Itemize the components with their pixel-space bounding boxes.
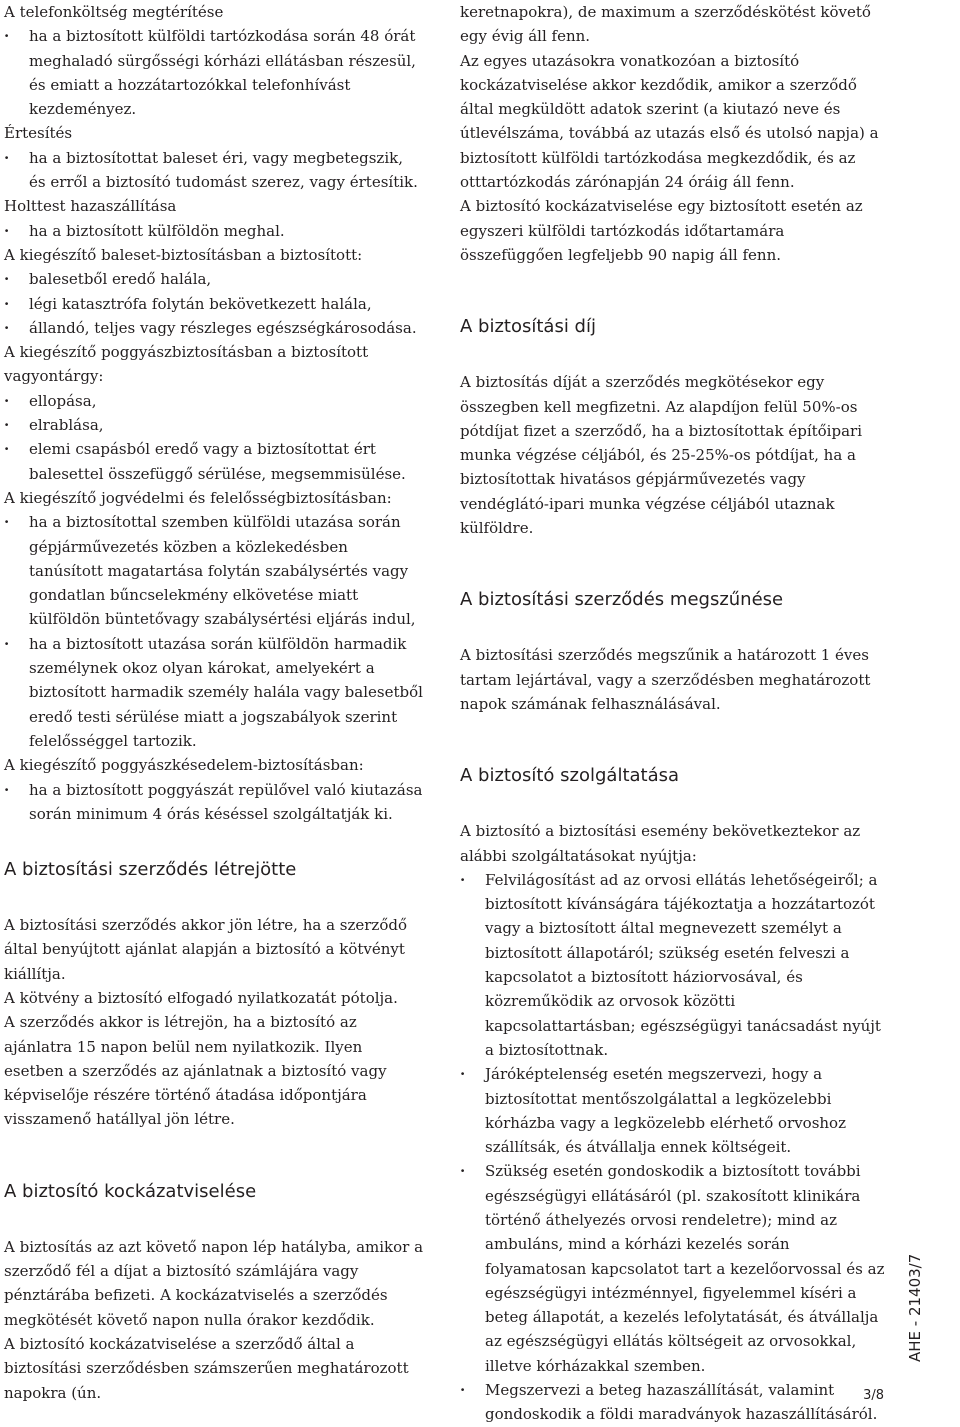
bullet-icon: ·	[4, 270, 10, 289]
dij-body	[460, 370, 885, 540]
szolgaltatasa-list	[460, 868, 885, 1427]
telefon-list	[4, 24, 424, 121]
list-item	[4, 632, 424, 753]
bullet-icon: ·	[4, 416, 10, 435]
list-item	[4, 778, 424, 827]
paragraph: A biztosítás díját a szerződés megkötésekor egy összegben kell megfizetni. Az alapdíjon felül 50%-os pótdíjat fizet a szerződő, ha a biztosítottak építőipari munka végzése céljából, és 25-25%-os pótdíjat, ha a biztosítottak hivatásos gépjárművezetés vagy vendéglátó-ipari munka végzése céljából utaznak külföldre.	[460, 373, 862, 538]
list-item	[4, 437, 424, 486]
bullet-icon: ·	[4, 294, 10, 313]
ertesites-title: Értesítés	[4, 124, 73, 143]
list-item-text: ha a biztosítottal szemben külföldi utazása során gépjárművezetés közben a közlekedésben tanúsított magatartása folytán szabálysértés vagy gondatlan bűncselekmény elkövetése miatt külföldön büntetővagy szabálysértési eljárás indul,	[29, 513, 416, 629]
bullet-icon: ·	[460, 1065, 466, 1084]
section-heading-dij: A biztosítási díj	[460, 316, 596, 338]
list-item-text: Megszervezi a beteg hazaszállítását, valamint gondoskodik a földi maradványok hazaszállításáról.	[485, 1381, 878, 1424]
list-item	[4, 389, 424, 413]
list-item-text: ha a biztosított külföldön meghal.	[29, 221, 285, 240]
bullet-icon: ·	[4, 148, 10, 167]
list-item-text: ha a biztosított poggyászát repülővel való kiutazása során minimum 4 órás késéssel szolgáltatják ki.	[29, 780, 423, 823]
list-item	[460, 1062, 885, 1159]
paragraph: Az egyes utazásokra vonatkozóan a biztosító kockázatviselése akkor kezdődik, amikor a szerződő által megküldött adatok szerint (a kiutazó neve és útlevélszáma, továbbá az utazás első és utolsó napja) a biztosított külföldi tartózkodása megkezdődik, és az otttartózkodás zárónapján 24 óráig áll fenn.	[460, 51, 879, 192]
paragraph: A biztosító kockázatviselése a szerződő által a biztosítási szerződésben számszerűen meghatározott napokra (ún.	[4, 1334, 409, 1402]
letrejotte-body	[4, 913, 424, 1132]
bullet-icon: ·	[4, 27, 10, 46]
section-heading-megszunese: A biztosítási szerződés megszűnése	[460, 589, 784, 611]
bullet-icon: ·	[4, 513, 10, 532]
list-item	[4, 413, 424, 437]
holttest-title: Holttest hazaszállítása	[4, 197, 177, 216]
bullet-icon: ·	[460, 870, 466, 889]
list-item-text: légi katasztrófa folytán bekövetkezett halála,	[29, 294, 372, 313]
keses-list	[4, 778, 424, 827]
list-item	[4, 267, 424, 291]
list-item-text: Szükség esetén gondoskodik a biztosított további egészségügyi ellátásáról (pl. szakosított klinikára történő áthelyezés orvosi rendeletre); mind az ambuláns, mind a kórházi kezelés során folyamatosan kapcsolatot tart a kezelőorvossal és az egészségügyi intézménnyel, figyelemmel kíséri a beteg állapotát, a kezelés lefolytatását, és átvállalja az egészségügyi ellátás költségeit az orvosokkal, illetve kórházakkal szemben.	[485, 1162, 885, 1375]
list-item	[4, 316, 424, 340]
list-item-text: ha a biztosított külföldi tartózkodása során 48 órát meghaladó sürgősségi kórházi ellátásban részesül, és emiatt a hozzátartozókkal telefonhívást kezdeményez.	[29, 27, 416, 119]
list-item-text: Felvilágosítást ad az orvosi ellátás lehetőségeiről; a biztosított kívánságára tájékoztatja a hozzátartozót vagy a biztosított által megnevezett személyt a biztosított állapotáról; szükség esetén felveszi a kapcsolatot a biztosított háziorvosával, és közreműködik az orvosok közötti kapcsolattartásban; egészségügyi tanácsadást nyújt a biztosítottnak.	[485, 870, 881, 1059]
list-item-text: Járóképtelenség esetén megszervezi, hogy a biztosítottat mentőszolgálattal a legközelebbi kórházba vagy a legközelebb elérhető orvoshoz szállítsák, és átvállalja ennek költségeit.	[485, 1065, 846, 1157]
list-item	[460, 1159, 885, 1378]
page-number: 3/8	[863, 1388, 884, 1403]
bullet-icon: ·	[460, 1162, 466, 1181]
keses-title: A kiegészítő poggyászkésedelem-biztosításban:	[4, 756, 364, 775]
section-heading-kockazatviselese: A biztosító kockázatviselése	[4, 1180, 257, 1202]
section-heading-szolgaltatasa: A biztosító szolgáltatása	[460, 765, 680, 787]
bullet-icon: ·	[4, 318, 10, 337]
paragraph: A biztosítási szerződés akkor jön létre, ha a szerződő által benyújtott ajánlat alapján a biztosító a kötvényt kiállítja.	[4, 916, 408, 983]
telefon-title: A telefonköltség megtérítése	[4, 3, 224, 21]
jogvedelmi-list	[4, 510, 424, 753]
kockazatviselese-continued	[460, 0, 885, 267]
jogvedelmi-title: A kiegészítő jogvédelmi és felelősségbiztosításban:	[4, 488, 392, 507]
section-heading-letrejotte: A biztosítási szerződés létrejötte	[4, 859, 297, 881]
bullet-icon: ·	[4, 440, 10, 459]
list-item	[4, 219, 424, 243]
list-item	[460, 1378, 885, 1427]
list-item-text: balesetből eredő halála,	[29, 270, 212, 289]
holttest-list	[4, 219, 424, 243]
list-item-text: elrablása,	[29, 416, 104, 435]
bullet-icon: ·	[4, 780, 10, 799]
baleset-title: A kiegészítő baleset-biztosításban a biztosított:	[4, 245, 363, 264]
paragraph: keretnapokra), de maximum a szerződéskötést követő egy évig áll fenn.	[460, 3, 871, 46]
paragraph: A kötvény a biztosító elfogadó nyilatkozatát pótolja.	[4, 988, 398, 1007]
list-item-text: ha a biztosítottat baleset éri, vagy megbetegszik, és erről a biztosító tudomást szerez, vagy értesítik.	[29, 148, 418, 192]
list-item-text: ellopása,	[29, 391, 97, 410]
paragraph: A szerződés akkor is létrejön, ha a biztosító az ajánlatra 15 napon belül nem nyilatkozik. Ilyen esetben a szerződés az ajánlatnak a biztosító vagy képviselője részére történő átadása időpontjára visszamenő hatállyal jön létre.	[4, 1013, 387, 1129]
baleset-list	[4, 267, 424, 340]
ertesites-list	[4, 146, 424, 195]
kockazatviselese-body	[4, 1235, 424, 1405]
list-item-text: állandó, teljes vagy részleges egészségkárosodása.	[29, 318, 417, 337]
list-item	[4, 292, 424, 316]
poggyasz-list	[4, 389, 424, 486]
list-item	[4, 146, 424, 195]
list-item-text: elemi csapásból eredő vagy a biztosítottat ért balesettel összefüggő sérülése, megsemmisülése.	[29, 440, 406, 483]
list-item	[460, 868, 885, 1062]
list-item	[4, 24, 424, 121]
paragraph: A biztosítási szerződés megszűnik a határozott 1 éves tartam lejártával, vagy a szerződésben meghatározott napok számának felhasználásával.	[460, 646, 871, 713]
szolgaltatasa-lead: A biztosító a biztosítási esemény bekövetkeztekor az alábbi szolgáltatásokat nyújtja:	[460, 822, 861, 865]
left-column	[4, 0, 424, 1405]
list-item	[4, 510, 424, 631]
poggyasz-title: A kiegészítő poggyászbiztosításban a biztosított vagyontárgy:	[4, 343, 369, 386]
bullet-icon: ·	[460, 1381, 466, 1400]
paragraph: A biztosító kockázatviselése egy biztosított esetén az egyszeri külföldi tartózkodás időtartamára összefüggően legfeljebb 90 napig áll fenn.	[460, 197, 863, 264]
bullet-icon: ·	[4, 391, 10, 410]
paragraph: A biztosítás az azt követő napon lép hatályba, amikor a szerződő fél a díjat a biztosító számlájára vagy pénztárába befizeti. A kockázatviselés a szerződés megkötését követő napon nulla órakor kezdődik.	[4, 1237, 424, 1329]
document-code: AHE - 21403/7	[906, 1253, 924, 1362]
bullet-icon: ·	[4, 221, 10, 240]
right-column	[460, 0, 885, 1427]
bullet-icon: ·	[4, 634, 10, 653]
megszunese-body	[460, 643, 885, 716]
list-item-text: ha a biztosított utazása során külföldön harmadik személynek okoz olyan károkat, amelyekért a biztosított harmadik személy halála vagy balesetből eredő testi sérülése miatt a jogszabályok szerint felelősséggel tartozik.	[29, 634, 423, 750]
